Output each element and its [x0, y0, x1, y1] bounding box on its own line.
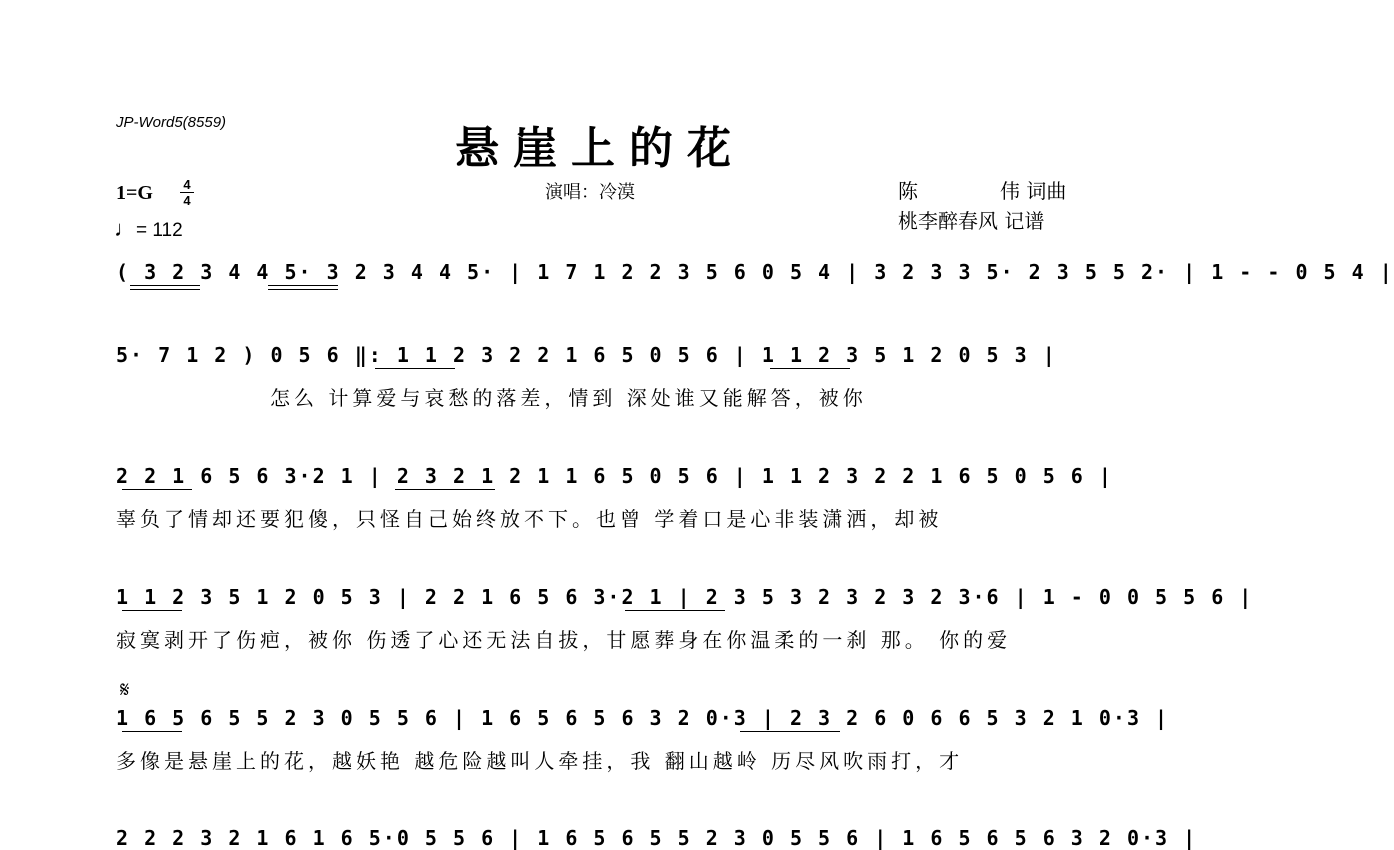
key-signature: 1=G: [116, 182, 153, 204]
segno-sign: 𝄋: [120, 678, 130, 703]
notation-line-6: 2 2 2 3 2 1 6 1 6 5·0 5 5 6 | 1 6 5 6 5 5 2 3 0 5 5 6 | 1 6 5 6 5 6 3 2 0·3 |: [116, 826, 1198, 850]
lyric-line-3: 辜负了情却还要犯傻，只怪自己始终放不下。也曾 学着口是心非装潇洒，却被: [116, 507, 943, 531]
composer-credit-suffix: 伟 词曲: [1000, 179, 1067, 203]
tempo-marking: [114, 216, 183, 242]
time-signature-denominator: 4: [183, 193, 191, 208]
composer-credit: 陈: [898, 179, 918, 203]
time-signature: [180, 178, 194, 207]
time-signature-numerator: 4: [183, 177, 191, 192]
notation-line-1: ( 3 2 3 4 4 5· 3 2 3 4 4 5· | 1 7 1 2 2 3 5 6 0 5 4 | 3 2 3 3 5· 2 3 5 5 2· | 1 - - 0 5 4 |: [116, 260, 1394, 284]
tempo-value: = 112: [136, 220, 183, 241]
singer-credit: 演唱：冷漠: [545, 182, 635, 203]
lyric-line-2: 怎么 计算爱与哀愁的落差，情到 深处谁又能解答，被你: [270, 386, 867, 410]
song-title: 悬崖上的花: [455, 123, 745, 174]
lyric-line-5: 多像是悬崖上的花，越妖艳 越危险越叫人牵挂，我 翻山越岭 历尽风吹雨打，才: [116, 749, 964, 773]
lyric-line-4: 寂寞剥开了伤疤，被你 伤透了心还无法自拔，甘愿葬身在你温柔的一刹 那。 你的爱: [116, 628, 1012, 652]
quarter-note-icon: ♩: [114, 216, 136, 241]
software-label: JP-Word5(8559): [116, 114, 227, 131]
notation-line-2: 5· 7 1 2 ) 0 5 6 ‖: 1 1 2 3 2 2 1 6 5 0 5 6 | 1 1 2 3 5 1 2 0 5 3 |: [116, 343, 1057, 367]
transcriber-credit: 桃李醉春风 记谱: [898, 209, 1045, 233]
notation-line-4: 1 1 2 3 5 1 2 0 5 3 | 2 2 1 6 5 6 3·2 1 | 2 3 5 3 2 3 2 3 2 3·6 | 1 - 0 0 5 5 6 |: [116, 585, 1254, 609]
notation-line-5: 1 6 5 6 5 5 2 3 0 5 5 6 | 1 6 5 6 5 6 3 2 0·3 | 2 3 2 6 0 6 6 5 3 2 1 0·3 |: [116, 706, 1170, 730]
notation-line-3: 2 2 1 6 5 6 3·2 1 | 2 3 2 1 2 1 1 6 5 0 5 6 | 1 1 2 3 2 2 1 6 5 0 5 6 |: [116, 464, 1113, 488]
